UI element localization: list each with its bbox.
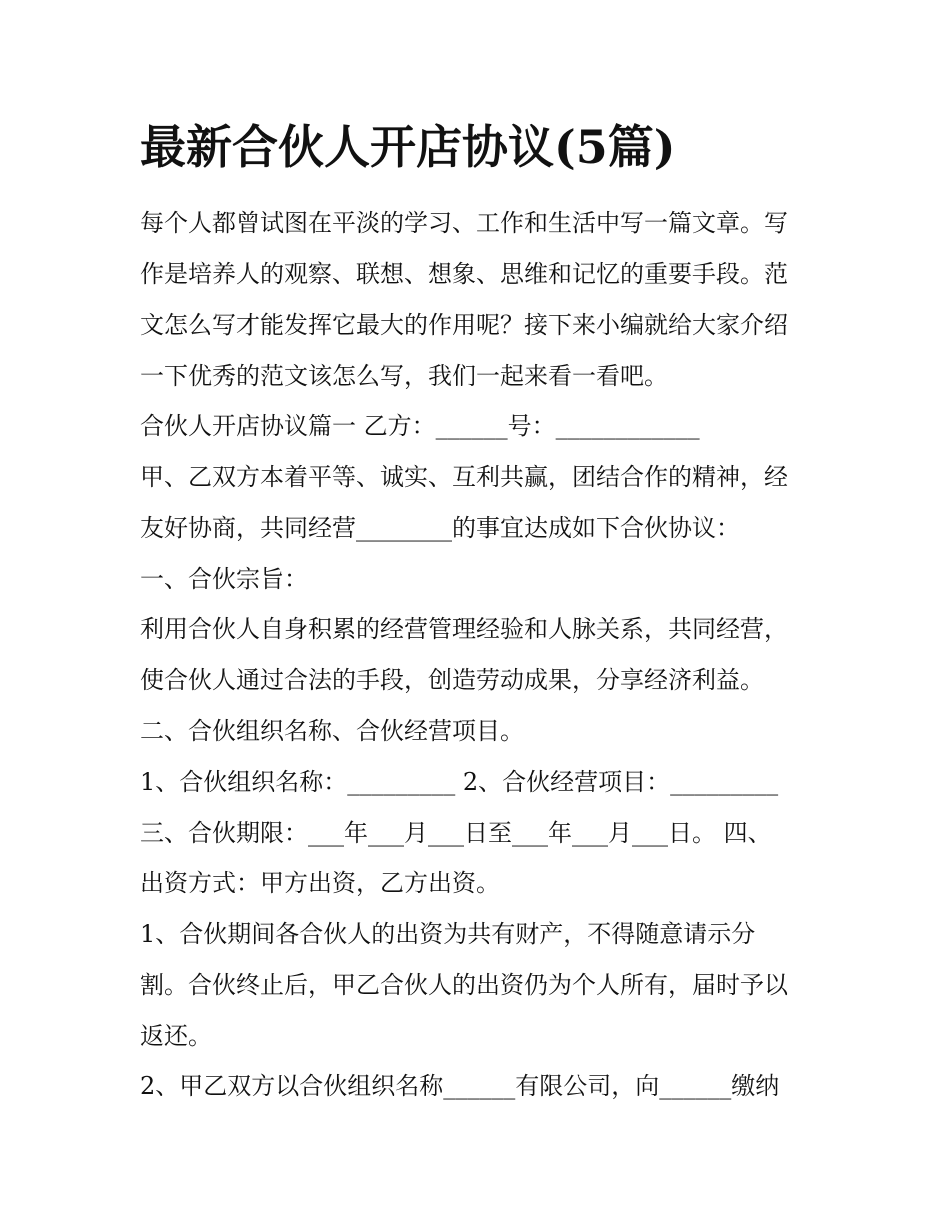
contribution-method-line: 出资方式：甲方出资，乙方出资。 [140, 869, 500, 897]
intro-line-2: 作是培养人的观察、联想、想象、思维和记忆的重要手段。范 [140, 260, 788, 288]
intro-line-3: 文怎么写才能发挥它最大的作用呢？接下来小编就给大家介绍 [140, 311, 788, 339]
clause-1-line-2: 割。合伙终止后，甲乙合伙人的出资仍为个人所有，届时予以 [140, 971, 788, 999]
intro-line-4: 一下优秀的范文该怎么写，我们一起来看一看吧。 [140, 362, 668, 390]
name-project-fields: 1、合伙组织名称：_________ 2、合伙经营项目：_________ [140, 768, 779, 796]
clause-1-line-1: 1、合伙期间各合伙人的出资为共有财产，不得随意请示分 [140, 920, 756, 948]
document-title: 最新合伙人开店协议(5篇) [140, 120, 676, 174]
purpose-line-2: 使合伙人通过合法的手段，创造劳动成果，分享经济利益。 [140, 666, 764, 694]
clause-1-line-3: 返还。 [140, 1022, 212, 1050]
agreement-header-line: 合伙人开店协议篇一 乙方：______号：____________ [140, 412, 700, 440]
clause-2-line-1: 2、甲乙双方以合伙组织名称______有限公司，向______缴纳 [140, 1072, 780, 1100]
term-line: 三、合伙期限：___年___月___日至___年___月___日。 四、 [140, 819, 772, 847]
purpose-line-1: 利用合伙人自身积累的经营管理经验和人脉关系，共同经营， [140, 615, 788, 643]
intro-line-1: 每个人都曾试图在平淡的学习、工作和生活中写一篇文章。写 [140, 209, 788, 237]
section-heading-purpose: 一、合伙宗旨： [140, 565, 308, 593]
preamble-line-1: 甲、乙双方本着平等、诚实、互利共赢，团结合作的精神，经 [140, 463, 788, 491]
section-heading-name-project: 二、合伙组织名称、合伙经营项目。 [140, 717, 524, 745]
preamble-line-2: 友好协商，共同经营________的事宜达成如下合伙协议： [140, 514, 740, 542]
